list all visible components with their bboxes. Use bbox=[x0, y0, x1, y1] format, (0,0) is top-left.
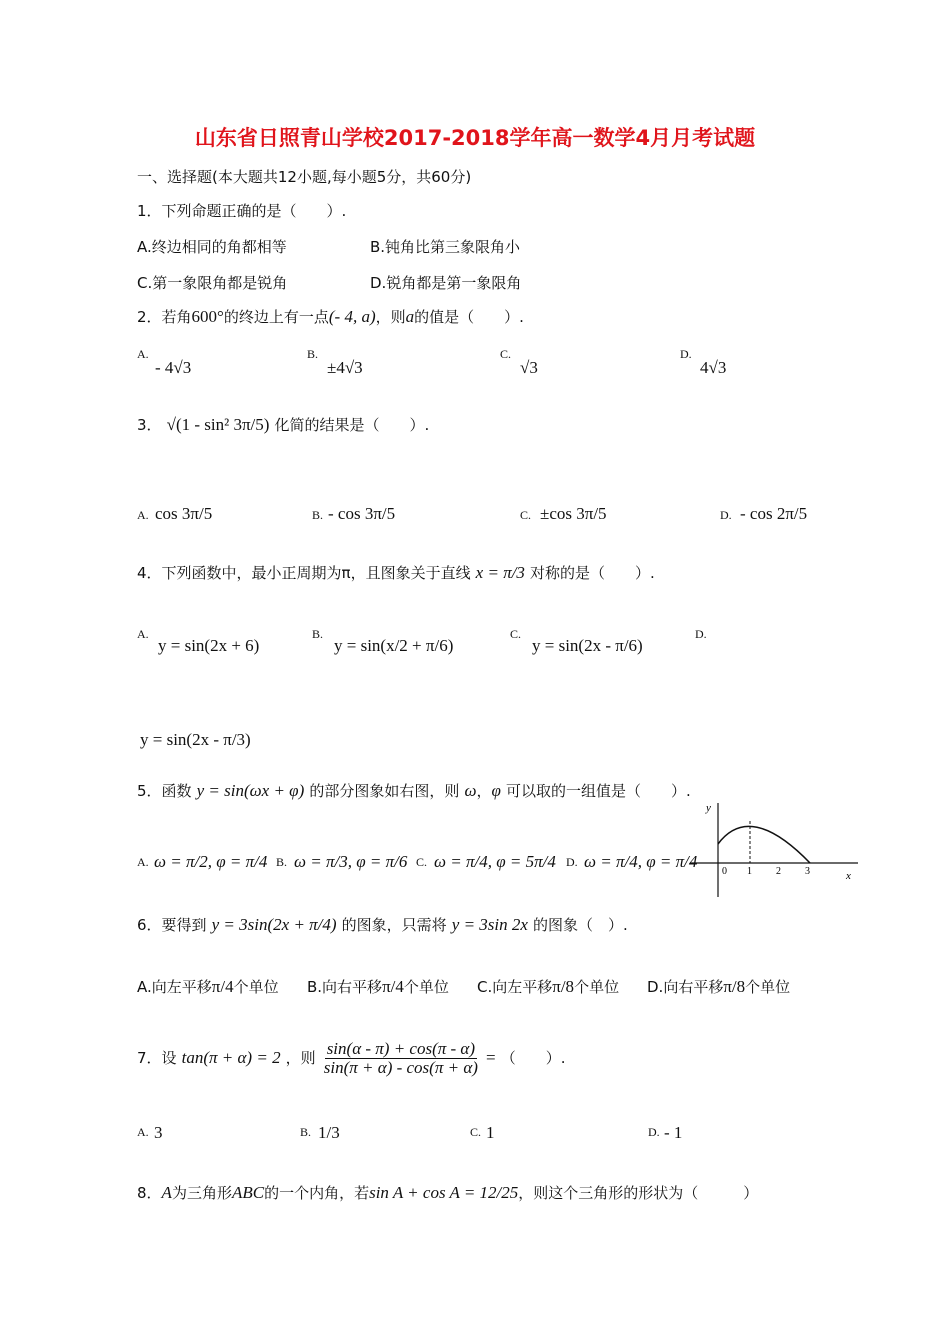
q6-option-d-text: D.向右平移 bbox=[647, 978, 724, 996]
q2-option-b: ±4√3 bbox=[327, 358, 363, 377]
q4-option-a: y = sin(2x + 6) bbox=[158, 636, 260, 655]
q5-stem-post: 可以取的一组值是（ ）. bbox=[505, 782, 691, 800]
q8-expression: sin A + cos A = 12/25 bbox=[369, 1183, 519, 1202]
q6-stem-post: 的图象（ ）. bbox=[533, 916, 628, 934]
q7-stem-pre: 7．设 bbox=[137, 1048, 177, 1067]
q6-stem bbox=[137, 914, 628, 935]
q6-function-1: y = 3sin(2x + π/4) bbox=[211, 915, 337, 934]
q1-option-d: D.锐角都是第一象限角 bbox=[370, 274, 522, 292]
q5-graph bbox=[690, 795, 870, 900]
q6-option-c-unit: 个单位 bbox=[574, 978, 620, 996]
q5-omega: ω bbox=[464, 781, 477, 800]
q2-label-b: B. bbox=[307, 347, 319, 361]
q2-label-d: D. bbox=[680, 347, 692, 361]
q3-label-c: C. bbox=[520, 508, 532, 522]
q5-graph-x-label: x bbox=[846, 870, 851, 882]
q5-option-c: ω = π/4, φ = 5π/4 bbox=[434, 852, 556, 871]
q7-label-c: C. bbox=[470, 1125, 482, 1139]
q4-label-c: C. bbox=[510, 627, 522, 641]
q6-option-a-fraction: π/4 bbox=[211, 977, 234, 996]
q6-option-b-text: B.向右平移 bbox=[307, 978, 383, 996]
q3-label-b: B. bbox=[312, 508, 324, 522]
q7-denominator: sin(π + α) - cos(π + α) bbox=[323, 1057, 478, 1077]
page-title: 山东省日照青山学校2017-2018学年高一数学4月月考试题 bbox=[194, 126, 756, 150]
q6-option-d bbox=[647, 976, 790, 997]
q2-angle: 600° bbox=[191, 307, 224, 326]
q5-function: y = sin(ωx + φ) bbox=[196, 781, 305, 800]
q3-stem bbox=[137, 414, 429, 435]
q5-graph-tick-2: 2 bbox=[776, 866, 781, 877]
q2-option-a: - 4√3 bbox=[155, 358, 192, 377]
q5-graph-tick-1: 1 bbox=[747, 866, 752, 877]
q4-label-a: A. bbox=[137, 627, 149, 641]
q2-var: a bbox=[405, 307, 415, 326]
q8-angle-a: A bbox=[161, 1183, 172, 1202]
q6-option-d-fraction: π/8 bbox=[723, 977, 746, 996]
q3-expression: √(1 - sin² 3π/5) bbox=[166, 415, 270, 434]
section-heading: 一、选择题(本大题共12小题,每小题5分，共60分) bbox=[137, 168, 472, 186]
q7-fraction bbox=[322, 1040, 480, 1077]
q5-label-b: B. bbox=[276, 855, 288, 869]
q5-option-d: ω = π/4, φ = π/4 bbox=[584, 852, 698, 871]
q4-stem-pre: 4．下列函数中，最小正周期为π，且图象关于直线 bbox=[137, 564, 471, 582]
q1-option-c: C.第一象限角都是锐角 bbox=[137, 274, 288, 292]
q6-stem-pre: 6．要得到 bbox=[137, 916, 207, 934]
q5-graph-curve bbox=[718, 826, 810, 863]
q1-option-a: A.终边相同的角都相等 bbox=[137, 238, 287, 256]
q2-stem-mid: 的终边上有一点 bbox=[223, 308, 329, 326]
q4-label-d: D. bbox=[695, 627, 707, 641]
q4-option-b: y = sin(x/2 + π/6) bbox=[334, 636, 454, 655]
q6-option-b-unit: 个单位 bbox=[403, 978, 449, 996]
q5-sep: ， bbox=[476, 782, 492, 800]
q4-stem-post: 对称的是（ ）. bbox=[530, 564, 655, 582]
q6-option-d-unit: 个单位 bbox=[745, 978, 791, 996]
q6-option-a bbox=[137, 976, 279, 997]
q6-function-2: y = 3sin 2x bbox=[451, 915, 528, 934]
q7-stem-post: （ ）. bbox=[500, 1048, 566, 1067]
q7-option-d: - 1 bbox=[664, 1123, 683, 1142]
q5-option-b: ω = π/3, φ = π/6 bbox=[294, 852, 408, 871]
q6-option-b-fraction: π/4 bbox=[382, 977, 404, 996]
q4-option-c: y = sin(2x - π/6) bbox=[532, 636, 643, 655]
q3-label-a: A. bbox=[137, 508, 149, 522]
q7-label-a: A. bbox=[137, 1125, 149, 1139]
q2-point: (- 4, a) bbox=[328, 307, 376, 326]
q2-label-a: A. bbox=[137, 347, 149, 361]
q8-triangle: ABC bbox=[231, 1183, 265, 1202]
q2-stem-mid2: ，则 bbox=[375, 308, 406, 326]
q6-option-c bbox=[477, 976, 619, 997]
q5-graph-tick-0: 0 bbox=[722, 866, 727, 877]
q7-label-b: B. bbox=[300, 1125, 312, 1139]
q8-text-3: ，则这个三角形的形状为（ ） bbox=[518, 1184, 759, 1202]
q8-stem bbox=[137, 1182, 758, 1203]
q7-option-c: 1 bbox=[486, 1123, 495, 1142]
q7-stem bbox=[137, 1040, 565, 1077]
q3-option-c: ±cos 3π/5 bbox=[540, 504, 607, 523]
q5-option-a: ω = π/2, φ = π/4 bbox=[154, 852, 268, 871]
q3-stem-post: 化简的结果是（ ）. bbox=[274, 416, 430, 434]
q7-option-a: 3 bbox=[154, 1123, 163, 1142]
q5-graph-y-label: y bbox=[706, 802, 711, 814]
q3-option-a: cos 3π/5 bbox=[155, 504, 213, 523]
q5-stem bbox=[137, 780, 691, 801]
q6-option-a-unit: 个单位 bbox=[233, 978, 279, 996]
q7-option-b: 1/3 bbox=[318, 1123, 340, 1142]
q7-numerator: sin(α - π) + cos(π - α) bbox=[326, 1039, 476, 1058]
q1-option-b: B.钝角比第三象限角小 bbox=[370, 238, 521, 256]
q4-label-b: B. bbox=[312, 627, 324, 641]
q2-stem bbox=[137, 306, 524, 327]
q5-stem-mid: 的部分图象如右图，则 bbox=[309, 782, 460, 800]
q5-phi: φ bbox=[491, 781, 501, 800]
q3-option-b: - cos 3π/5 bbox=[328, 504, 396, 523]
q4-line: x = π/3 bbox=[475, 563, 525, 582]
q2-option-d: 4√3 bbox=[700, 358, 727, 377]
q6-option-a-text: A.向左平移 bbox=[137, 978, 212, 996]
q7-stem-mid: ，则 bbox=[285, 1048, 316, 1067]
q4-option-d: y = sin(2x - π/3) bbox=[140, 730, 251, 749]
q7-equals: = bbox=[486, 1047, 496, 1067]
q5-label-a: A. bbox=[137, 855, 149, 869]
q2-stem-post: 的值是（ ）. bbox=[414, 308, 524, 326]
q6-stem-mid: 的图象，只需将 bbox=[341, 916, 447, 934]
q5-label-c: C. bbox=[416, 855, 428, 869]
q3-number: 3． bbox=[137, 416, 162, 434]
q8-number: 8． bbox=[137, 1184, 162, 1202]
q4-stem bbox=[137, 562, 655, 583]
q7-label-d: D. bbox=[648, 1125, 660, 1139]
q6-option-c-text: C.向左平移 bbox=[477, 978, 553, 996]
q8-text-2: 的一个内角，若 bbox=[264, 1184, 370, 1202]
q7-condition: tan(π + α) = 2 bbox=[181, 1047, 281, 1067]
q2-option-c: √3 bbox=[520, 358, 538, 377]
q2-label-c: C. bbox=[500, 347, 512, 361]
q3-label-d: D. bbox=[720, 508, 732, 522]
q6-option-b bbox=[307, 976, 449, 997]
q2-stem-pre: 2．若角 bbox=[137, 308, 192, 326]
q6-option-c-fraction: π/8 bbox=[552, 977, 575, 996]
q5-label-d: D. bbox=[566, 855, 578, 869]
q8-text-1: 为三角形 bbox=[171, 1184, 232, 1202]
q3-option-d: - cos 2π/5 bbox=[740, 504, 808, 523]
q1-stem: 1．下列命题正确的是（ ）. bbox=[137, 202, 347, 220]
q5-stem-pre: 5．函数 bbox=[137, 782, 192, 800]
q5-graph-tick-3: 3 bbox=[805, 866, 810, 877]
